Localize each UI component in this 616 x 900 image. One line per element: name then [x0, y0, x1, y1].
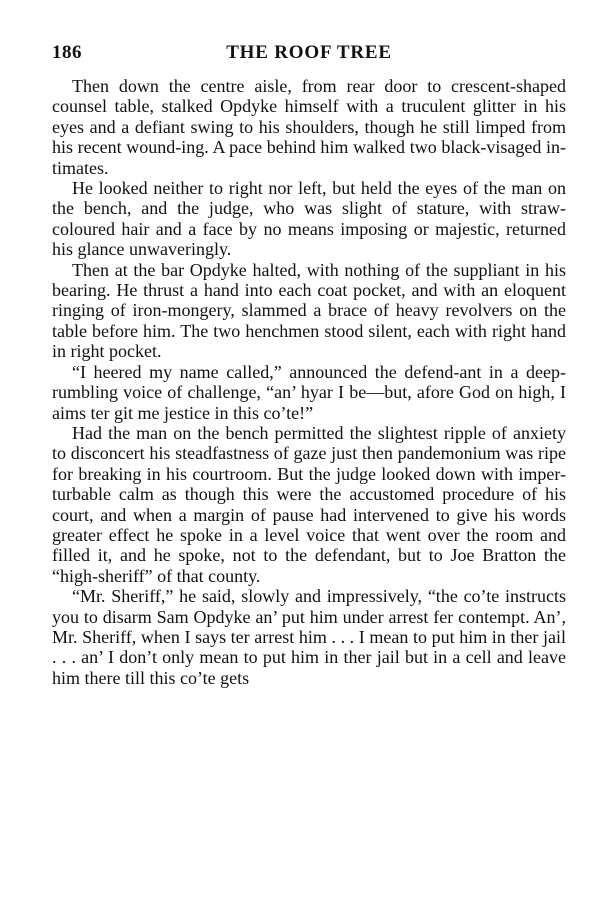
body-text [52, 76, 566, 688]
page-number: 186 [52, 42, 82, 63]
paragraph-1: Then down the centre aisle, from rear door to crescent-shaped counsel table, stalked Opdyke himself with a truculent glitter in his eyes and a defiant swing to his shoulders, though he still limped from his recent wound-ing. A pace behind him walked two black-visaged in-timates. [52, 76, 566, 178]
paragraph-3: Then at the bar Opdyke halted, with nothing of the suppliant in his bearing. He thrust a hand into each coat pocket, and with an eloquent ringing of iron-mongery, slammed a brace of heavy revolvers on the table before him. The two henchmen stood silent, each with right hand in right pocket. [52, 259, 566, 362]
paragraph-2: He looked neither to right nor left, but held the eyes of the man on the bench, and the judge, who was slight of stature, with straw-coloured hair and a face by no means imposing or majestic, returned his glance unwaveringly. [52, 178, 566, 260]
book-page [52, 42, 566, 688]
running-title: THE ROOF TREE [226, 42, 392, 63]
paragraph-6: “Mr. Sheriff,” he said, slowly and impressively, “the co’te instructs you to disarm Sam Opdyke an’ put him under arrest fer contempt. An’, Mr. Sheriff, when I says ter arrest him . . . I mean to put him in ther jail . . . an’ I don’t only mean to put him in ther jail but in a cell and leave him there till this co’te gets [52, 586, 566, 688]
paragraph-4: “I heered my name called,” announced the defend-ant in a deep-rumbling voice of challenge, “an’ hyar I be—but, afore God on high, I aims ter git me jestice in this co’te!” [52, 361, 566, 423]
paragraph-5: Had the man on the bench permitted the slightest ripple of anxiety to disconcert his steadfastness of gaze just then pandemonium was ripe for breaking in his courtroom. But the judge looked down with imper-turbable calm as though this were the accustomed procedure of his court, and when a margin of pause had intervened to give his words greater effect he spoke in a level voice that went over the room and filled it, and he spoke, not to the defendant, but to Joe Bratton the “high-sheriff” of that county. [52, 422, 566, 586]
running-head [52, 42, 566, 68]
